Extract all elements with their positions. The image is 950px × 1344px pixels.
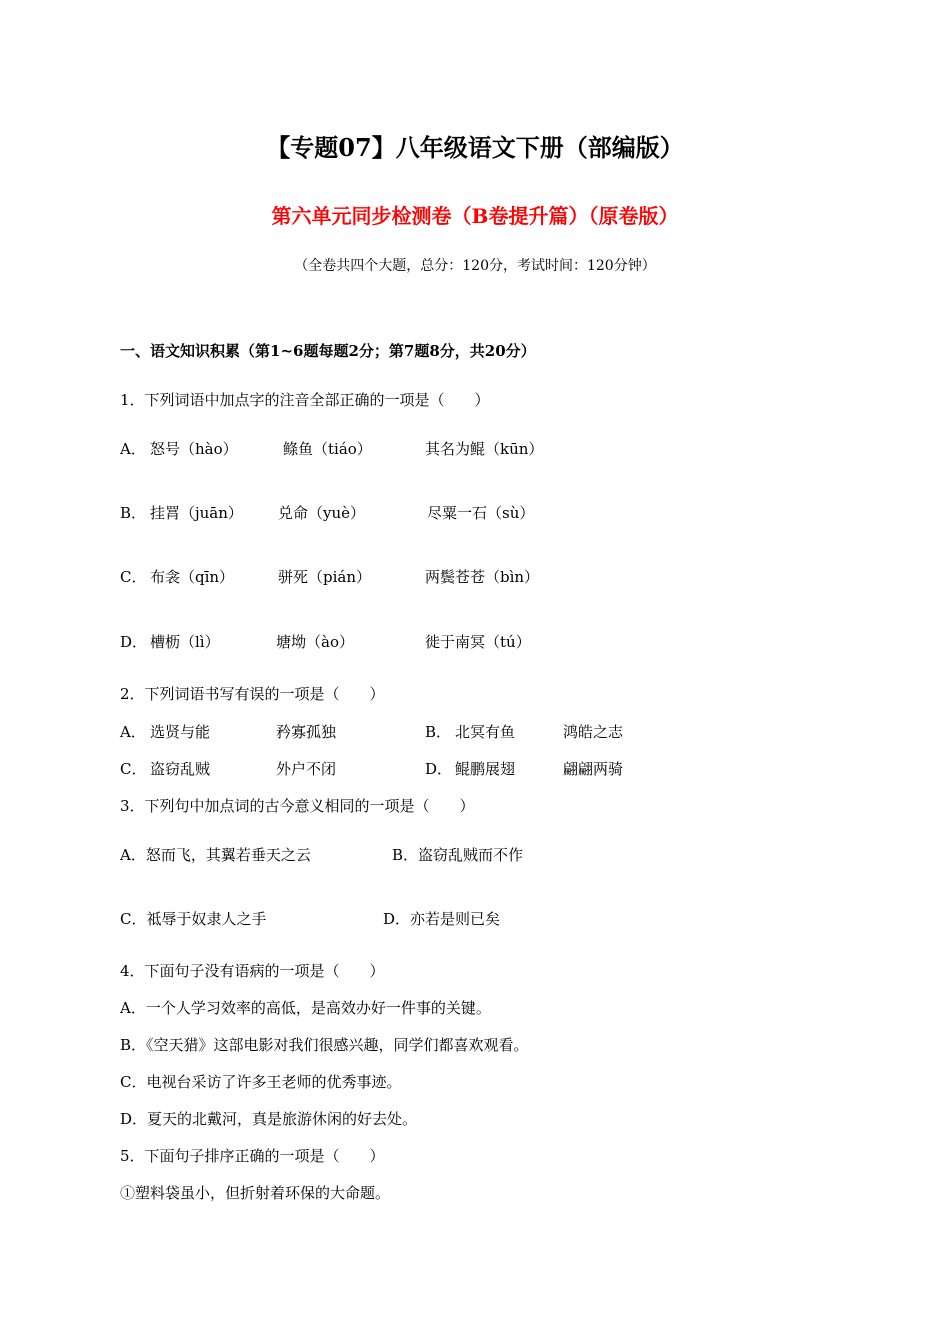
- exam-note: （全卷共四个大题，总分：120分，考试时间：120分钟）: [294, 258, 656, 274]
- q1-option-d-label: D．: [120, 633, 148, 651]
- q2-option-c-word2: 外户不闭: [276, 760, 337, 778]
- question-2-stem: 2．下列词语书写有误的一项是（ ）: [120, 685, 385, 703]
- q2-option-d-word2: 翩翩两骑: [563, 760, 624, 778]
- q1-option-d-word3: 徙于南冥（tú）: [425, 633, 531, 651]
- page-subtitle: 第六单元同步检测卷（B卷提升篇）（原卷版）: [271, 204, 679, 228]
- q2-option-a-word1: 选贤与能: [150, 723, 211, 741]
- q2-option-b-label: B．: [425, 723, 452, 741]
- q1-option-c-word2: 骈死（pián）: [278, 568, 372, 586]
- q3-option-c: C．祗辱于奴隶人之手: [120, 910, 267, 928]
- q3-option-b: B．盗窃乱贼而不作: [392, 846, 524, 864]
- q2-option-c-label: C．: [120, 760, 147, 778]
- q4-option-d: D．夏天的北戴河，真是旅游休闲的好去处。: [120, 1110, 418, 1128]
- q2-option-a-word2: 矜寡孤独: [276, 723, 337, 741]
- question-1-stem: 1．下列词语中加点字的注音全部正确的一项是（ ）: [120, 391, 490, 409]
- question-5-stem: 5．下面句子排序正确的一项是（ ）: [120, 1147, 385, 1165]
- q1-option-a-word2: 鲦鱼（tiáo）: [283, 440, 372, 458]
- q1-option-b-word1: 挂罥（juān）: [150, 504, 243, 522]
- q1-option-b-word2: 兑命（yuè）: [278, 504, 366, 522]
- q2-option-c-word1: 盗窃乱贼: [150, 760, 211, 778]
- q1-option-a-word1: 怒号（hào）: [150, 440, 238, 458]
- q2-option-d-word1: 鲲鹏展翅: [455, 760, 516, 778]
- q2-option-b-word1: 北冥有鱼: [455, 723, 516, 741]
- q1-option-d-word2: 塘坳（ào）: [276, 633, 354, 651]
- q1-option-b-word3: 尽粟一石（sù）: [427, 504, 535, 522]
- question-4-stem: 4．下面句子没有语病的一项是（ ）: [120, 962, 385, 980]
- q3-option-a: A．怒而飞，其翼若垂天之云: [120, 846, 311, 864]
- q2-option-d-label: D．: [425, 760, 453, 778]
- q5-sentence-1: ①塑料袋虽小，但折射着环保的大命题。: [120, 1184, 391, 1202]
- q3-option-d: D．亦若是则已矣: [383, 910, 501, 928]
- q1-option-a-word3: 其名为鲲（kūn）: [425, 440, 544, 458]
- section-heading: 一、语文知识积累（第1~6题每题2分；第7题8分，共20分）: [120, 342, 536, 360]
- q1-option-b-label: B．: [120, 504, 147, 522]
- q2-option-b-word2: 鸿皓之志: [563, 723, 624, 741]
- q1-option-c-word1: 布衾（qīn）: [150, 568, 235, 586]
- question-3-stem: 3．下列句中加点词的古今意义相同的一项是（ ）: [120, 797, 475, 815]
- q1-option-a-label: A．: [120, 440, 146, 458]
- q4-option-c: C．电视台采访了许多王老师的优秀事迹。: [120, 1073, 402, 1091]
- page-title: 【专题07】八年级语文下册（部编版）: [266, 133, 684, 162]
- q1-option-d-word1: 槽枥（lì）: [150, 633, 220, 651]
- q2-option-a-label: A．: [120, 723, 146, 741]
- q4-option-b: B．《空天猎》这部电影对我们很感兴趣，同学们都喜欢观看。: [120, 1036, 529, 1054]
- q1-option-c-word3: 两鬓苍苍（bìn）: [425, 568, 540, 586]
- q1-option-c-label: C．: [120, 568, 147, 586]
- q4-option-a: A．一个人学习效率的高低，是高效办好一件事的关键。: [120, 999, 491, 1017]
